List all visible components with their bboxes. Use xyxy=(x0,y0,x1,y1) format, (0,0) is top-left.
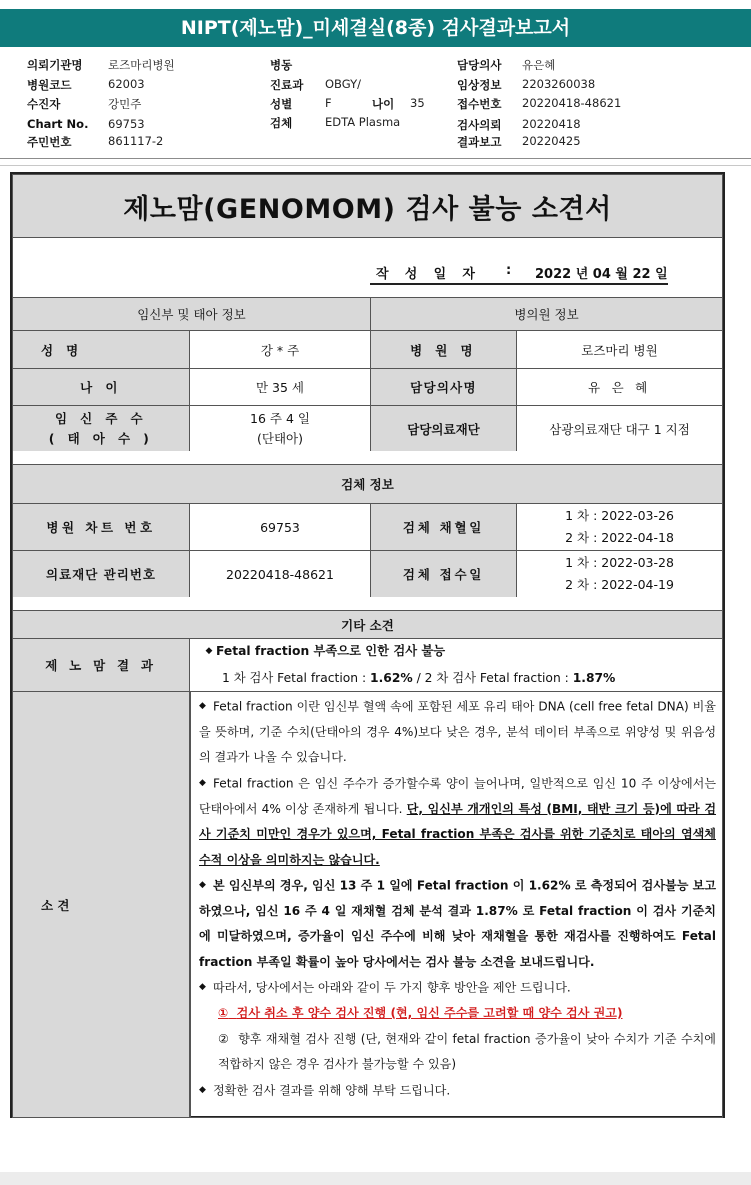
bullet-icon: ◆ xyxy=(199,701,206,711)
specimen-label: 검체 xyxy=(270,116,293,130)
bullet-icon: ◆ xyxy=(199,982,206,993)
collect-1: 1 차 : 2022-03-26 xyxy=(565,508,674,523)
section-other: 기타 소견 xyxy=(12,610,723,639)
patient-label: 수진자 xyxy=(27,97,61,111)
mgmt-label-cell: 의료재단 관리번호 xyxy=(12,550,190,598)
option-2-text: 향후 재채혈 검사 진행 (단, 현재와 같이 fetal fraction 증가율이 낮아 수치가 기준 수치에 적합하지 않은 경우 검사가 불가능할 수 있음) xyxy=(218,1031,716,1071)
report-date-label: 결과보고 xyxy=(457,135,502,149)
option-2-number: ② xyxy=(218,1031,230,1046)
ward-label: 병동 xyxy=(270,58,293,72)
hospital-code-value: 62003 xyxy=(108,77,145,91)
opinion-report xyxy=(10,172,725,1118)
section-specimen: 검체 정보 xyxy=(12,464,723,504)
chart-label-cell: 병원 차트 번호 xyxy=(12,503,190,551)
op5-text: 정확한 검사 결과를 위해 양해 부탁 드립니다. xyxy=(213,1082,451,1097)
ga-label-2: ( 태 아 수 ) xyxy=(48,430,154,446)
resident-no-label: 주민번호 xyxy=(27,135,72,149)
receive-2: 2 차 : 2022-04-19 xyxy=(565,577,674,592)
section-patient: 임신부 및 태아 정보 xyxy=(12,297,371,331)
report-title-bar: NIPT(제노맘)_미세결실(8종) 검사결과보고서 xyxy=(0,9,751,47)
opinion-para-1 xyxy=(199,694,716,771)
opinion-para-4 xyxy=(199,975,716,1001)
date-colon: : xyxy=(506,263,512,278)
ga-value-1: 16 주 4 일 xyxy=(250,410,310,426)
resident-no-value: 861117-2 xyxy=(108,134,164,148)
op2-plain: Fetal fraction 은 임신 주수가 증가할수록 양이 늘어나며, 일반적으로 임신 10 주 이상에서는 단태아에서 4% 이상 존재하게 됩니다. xyxy=(199,776,716,816)
hospital-name-value: 로즈마리병원 xyxy=(108,58,175,72)
chart-no-value: 69753 xyxy=(108,117,145,131)
spacer-2 xyxy=(12,597,723,611)
op3-text: 본 임신부의 경우, 임신 13 주 1 일에 Fetal fraction 이 1.62% 로 측정되어 검사불능 보고하였으나, 임신 16 주 4 일 재채혈 검체 분석 결과 1.87% 로 Fetal fraction 이 검사 기준치에 미달하였으며, 증가율이 임신 주수에 비해 낮아 재채혈을 통한 재검사를 진행하여도 Fetal fraction 부족일 확률이 높아 당사에서는 검사 불능 소견을 보내드립니다. xyxy=(199,878,716,969)
lab-value-cell: 삼광의료재단 대구 1 지점 xyxy=(516,405,723,452)
opinion-body xyxy=(190,691,723,1118)
result-title-line xyxy=(202,638,445,665)
bullet-icon: ◆ xyxy=(199,777,206,788)
op2-bold: 단, 임신부 개개인의 특성 (BMI, 태반 크기 등)에 따라 검사 기준치 미만인 경우가 있으며, Fetal fraction 부족은 검사를 위한 기준치로 태아의 염색체 수적 이상을 의미하지는 않습니다. xyxy=(199,801,717,867)
header-divider-2 xyxy=(0,165,751,166)
result-label-cell: 제 노 맘 결 과 xyxy=(12,638,190,692)
doctor-label: 담당의사 xyxy=(457,58,502,72)
bullet-icon: ◆ xyxy=(205,646,213,656)
opinion-label: 소 견 xyxy=(41,897,70,913)
ga-label-cell xyxy=(12,405,190,452)
opinion-label-cell xyxy=(12,691,190,1118)
op1-text: Fetal fraction 이란 임신부 혈액 속에 포함된 세포 유리 태아 DNA (cell free fetal DNA) 비율을 뜻하며, 기준 수치(단태아의 경우 4%)보다 낮은 경우, 분석 데이터 부족으로 위양성 및 위음성의 결과가 나올 수 있습니다. xyxy=(199,699,716,765)
doctor-value-cell: 유 은 혜 xyxy=(516,368,723,406)
ga-value-cell xyxy=(189,405,371,452)
collect-value-cell xyxy=(516,503,723,551)
chart-no-label: Chart No. xyxy=(27,117,89,131)
hospital-name-label: 의뢰기관명 xyxy=(27,58,83,72)
opinion-para-2 xyxy=(199,771,716,873)
result-ff1: 1.62% xyxy=(370,671,413,685)
header-divider xyxy=(0,158,751,159)
request-date-value: 20220418 xyxy=(522,117,581,131)
collect-2: 2 차 : 2022-04-18 xyxy=(565,530,674,545)
chart-value-cell: 69753 xyxy=(189,503,371,551)
age-label: 나이 xyxy=(372,97,395,111)
result-ff2: 1.87% xyxy=(572,671,616,685)
opinion-para-5 xyxy=(199,1078,716,1104)
bullet-icon: ◆ xyxy=(199,880,206,890)
collect-label-cell: 검체 채혈일 xyxy=(370,503,517,551)
result-detail-1: 1 차 검사 Fetal fraction : xyxy=(222,671,371,685)
bullet-icon: ◆ xyxy=(199,1084,206,1095)
date-underline xyxy=(370,283,668,285)
name-label xyxy=(12,330,190,369)
result-detail-2: / 2 차 검사 Fetal fraction : xyxy=(412,671,573,685)
department-label: 진료과 xyxy=(270,78,304,92)
result-title: Fetal fraction 부족으로 인한 검사 불능 xyxy=(216,644,446,658)
name-value: 강 * 주 xyxy=(189,330,371,369)
header-info xyxy=(0,55,751,155)
doctor-label-cell: 담당의사명 xyxy=(370,368,517,406)
receipt-no-label: 접수번호 xyxy=(457,97,502,111)
receipt-no-value: 20220418-48621 xyxy=(522,96,622,110)
department-value: OBGY/ xyxy=(325,77,361,91)
hospital-label: 병 원 명 xyxy=(370,330,517,369)
result-detail-line xyxy=(202,665,615,692)
opinion-para-3 xyxy=(199,873,716,975)
age-label-cell: 나 이 xyxy=(12,368,190,406)
ga-label-1: 임 신 주 수 xyxy=(55,410,147,426)
opinion-option-2 xyxy=(199,1027,716,1078)
patient-value: 강민주 xyxy=(108,97,142,111)
spacer-1 xyxy=(12,451,723,465)
result-value-cell xyxy=(189,638,723,692)
hospital-value: 로즈마리 병원 xyxy=(516,330,723,369)
mgmt-value-cell: 20220418-48621 xyxy=(189,550,371,598)
age-value-cell: 만 35 세 xyxy=(189,368,371,406)
lab-label-cell: 담당의료재단 xyxy=(370,405,517,452)
footer-strip xyxy=(0,1172,751,1185)
op4-text: 따라서, 당사에서는 아래와 같이 두 가지 향후 방안을 제안 드립니다. xyxy=(213,980,571,995)
request-date-label: 검사의뢰 xyxy=(457,118,502,132)
opinion-option-1 xyxy=(199,1001,716,1027)
clinical-info-value: 2203260038 xyxy=(522,77,596,91)
report-heading-cell xyxy=(12,174,723,238)
sex-label: 성별 xyxy=(270,97,293,111)
name-label-text: 성 명 xyxy=(41,342,83,358)
receive-label-cell: 검체 접수일 xyxy=(370,550,517,598)
clinical-info-label: 임상정보 xyxy=(457,78,502,92)
sex-value: F xyxy=(325,96,332,110)
report-heading: 제노맘(GENOMOM) 검사 불능 소견서 xyxy=(123,193,612,225)
section-hospital: 병의원 정보 xyxy=(370,297,723,331)
age-value: 35 xyxy=(410,96,425,110)
option-1-text: 검사 취소 후 양수 검사 진행 (현, 임신 주수를 고려할 때 양수 검사 권고) xyxy=(236,1006,623,1020)
receive-value-cell xyxy=(516,550,723,598)
option-1-number: ① xyxy=(218,1006,229,1020)
doctor-value: 유은혜 xyxy=(522,58,556,72)
specimen-value: EDTA Plasma xyxy=(325,115,401,129)
hospital-code-label: 병원코드 xyxy=(27,78,72,92)
date-label: 작 성 일 자 xyxy=(376,267,481,282)
receive-1: 1 차 : 2022-03-28 xyxy=(565,555,674,570)
report-date-value: 20220425 xyxy=(522,134,581,148)
date-value: 2022 년 04 월 22 일 xyxy=(535,267,668,282)
ga-value-2: (단태아) xyxy=(257,430,303,446)
